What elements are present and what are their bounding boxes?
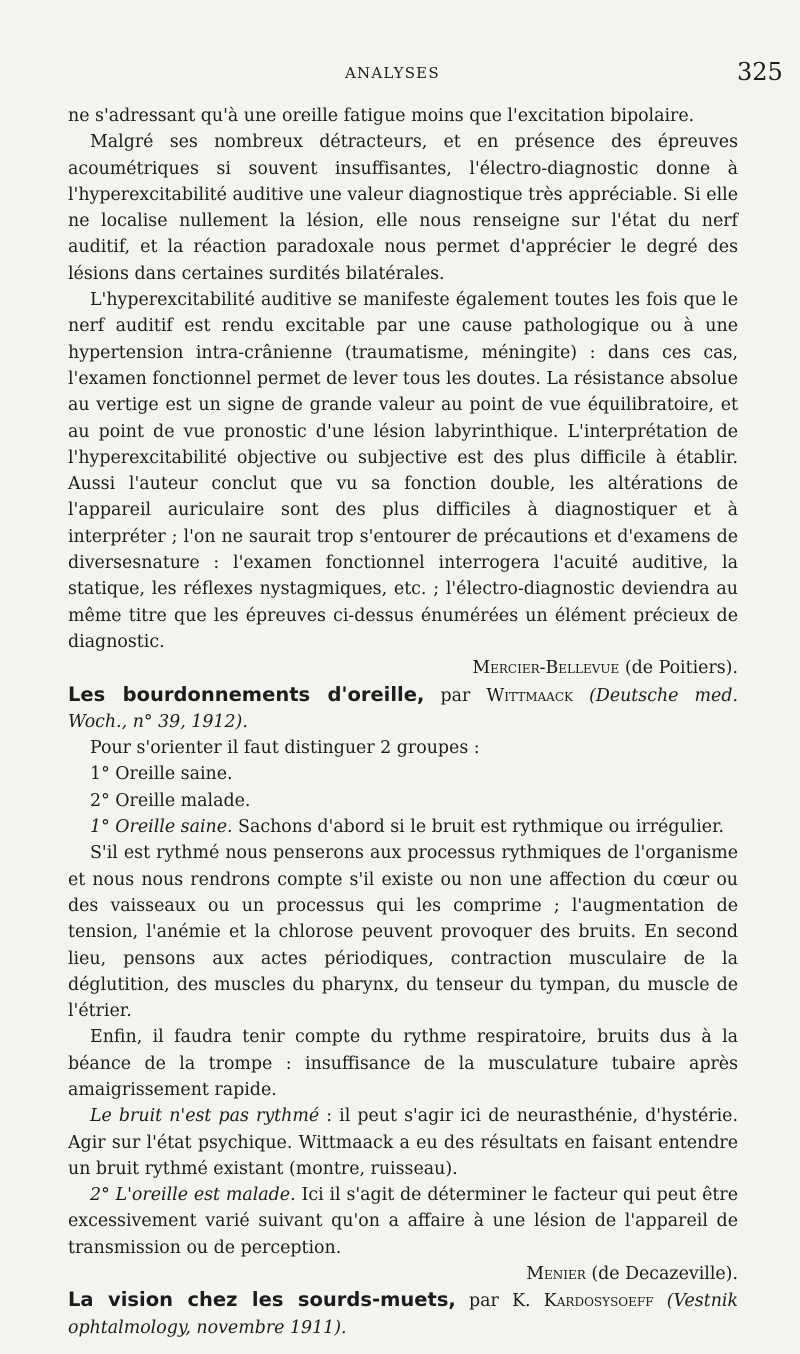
paragraph bbox=[68, 1182, 738, 1261]
paragraph-lead: Le bruit n'est pas rythmé bbox=[90, 1106, 320, 1127]
paragraph: ne s'adressant qu'à une oreille fatigue moins que l'excitation bipolaire. bbox=[68, 106, 695, 126]
signature bbox=[68, 655, 738, 681]
article-author: Wittmaack bbox=[486, 685, 573, 706]
paragraph: Pour s'orienter il faut distinguer 2 groupes : bbox=[90, 738, 480, 759]
signature bbox=[68, 1261, 738, 1287]
paragraph-text: Sachons d'abord si le bruit est rythmique ou irrégulier. bbox=[232, 817, 725, 838]
running-head bbox=[0, 58, 800, 92]
running-title: ANALYSES bbox=[345, 64, 440, 82]
paragraph bbox=[68, 814, 738, 840]
signature-place: (de Poitiers). bbox=[619, 658, 738, 679]
signature-place: (de Decazeville). bbox=[585, 1264, 738, 1285]
article-title: La vision chez les sourds-muets, bbox=[68, 1288, 456, 1312]
paragraph-lead: 2° L'oreille est malade. bbox=[90, 1185, 296, 1206]
paragraph-lead: 1° Oreille saine. bbox=[90, 817, 233, 838]
paragraph: Enfin, il faudra tenir compte du rythme respiratoire, bruits dus à la béance de la trompe : insuffisance de la musculature tubaire après amaigrissement rapide. bbox=[68, 1027, 738, 1100]
paragraph: L'hyperexcitabilité auditive se manifeste également toutes les fois que le nerf auditif est rendu excitable par une cause pathologique ou à une hypertension intra-crânienne (traumatisme, méningite) : dans ces cas, l'examen fonctionnel permet de lever tous les doutes. La résistance absolue au vertige est un signe de grande valeur au point de vue équilibratoire, et au point de vue pronostic d'une lésion labyrinthique. L'interprétation de l'hyperexcitabilité objective ou subjective est des plus difficile à établir. Aussi l'auteur conclut que vu sa fonction double, les altérations de l'appareil auriculaire sont des plus difficiles à diagnostiquer et à interpréter ; l'on ne saurait trop s'entourer de précautions et d'examens de diversesnature : l'examen fonctionnel interrogera l'acuité auditive, la statique, les réflexes nystagmiques, etc. ; l'électro-diagnostic deviendra au même titre que les épreuves ci-dessus énumérées un élément précieux de diagnostic. bbox=[68, 290, 738, 652]
list-item: 2° Oreille malade. bbox=[90, 790, 251, 811]
paragraph: S'il est rythmé nous penserons aux processus rythmiques de l'organisme et nous nous rendrons compte s'il existe ou non une affection du cœur ou des vaisseaux ou un processus qui les comprime ; l'augmentation de tension, l'anémie et la chlorose peuvent provoquer des bruits. En second lieu, pensons aux actes périodiques, contraction musculaire de la déglutition, des muscles du pharynx, du tenseur du tympan, du muscle de l'étrier. bbox=[68, 843, 738, 1022]
article-citation: (Vestnik ophtalmology, novembre 1911). bbox=[68, 1291, 738, 1338]
article-by: par bbox=[455, 1291, 513, 1312]
article-by: par bbox=[424, 685, 487, 706]
article-citation: (Deutsche med. Woch., n° 39, 1912). bbox=[68, 685, 738, 732]
paragraph bbox=[68, 1103, 738, 1182]
signature-name: Menier bbox=[526, 1264, 586, 1285]
paragraph-text: : il peut s'agir ici de neurasthénie, d'hystérie. Agir sur l'état psychique. Wittmaack a eu des résultats en faisant entendre un bruit rythmé existant (montre, ruisseau). bbox=[68, 1106, 739, 1179]
body-text bbox=[68, 103, 738, 1341]
list-item: 1° Oreille saine. bbox=[90, 764, 233, 785]
article-title: Les bourdonnements d'oreille, bbox=[68, 682, 425, 706]
signature-name: Mercier-Bellevue bbox=[472, 658, 620, 679]
article-author: K. Kardosysoeff bbox=[512, 1291, 654, 1312]
page-number: 325 bbox=[737, 58, 783, 86]
paragraph: Malgré ses nombreux détracteurs, et en présence des épreuves acoumétriques si souvent insuffisantes, l'électro-diagnostic donne à l'hyperexcitabilité auditive une valeur diagnostique très appréciable. Si elle ne localise nullement la lésion, elle nous renseigne sur l'état du nerf auditif, et la réaction paradoxale nous permet d'apprécier le degré des lésions dans certaines surdités bilatérales. bbox=[68, 132, 738, 284]
article-heading bbox=[68, 1287, 738, 1341]
article-heading bbox=[68, 682, 738, 736]
paragraph-text: Ici il s'agit de déterminer le facteur qui peut être excessivement varié suivant qu'on a affaire à une lésion de l'appareil de transmission ou de perception. bbox=[68, 1185, 739, 1258]
